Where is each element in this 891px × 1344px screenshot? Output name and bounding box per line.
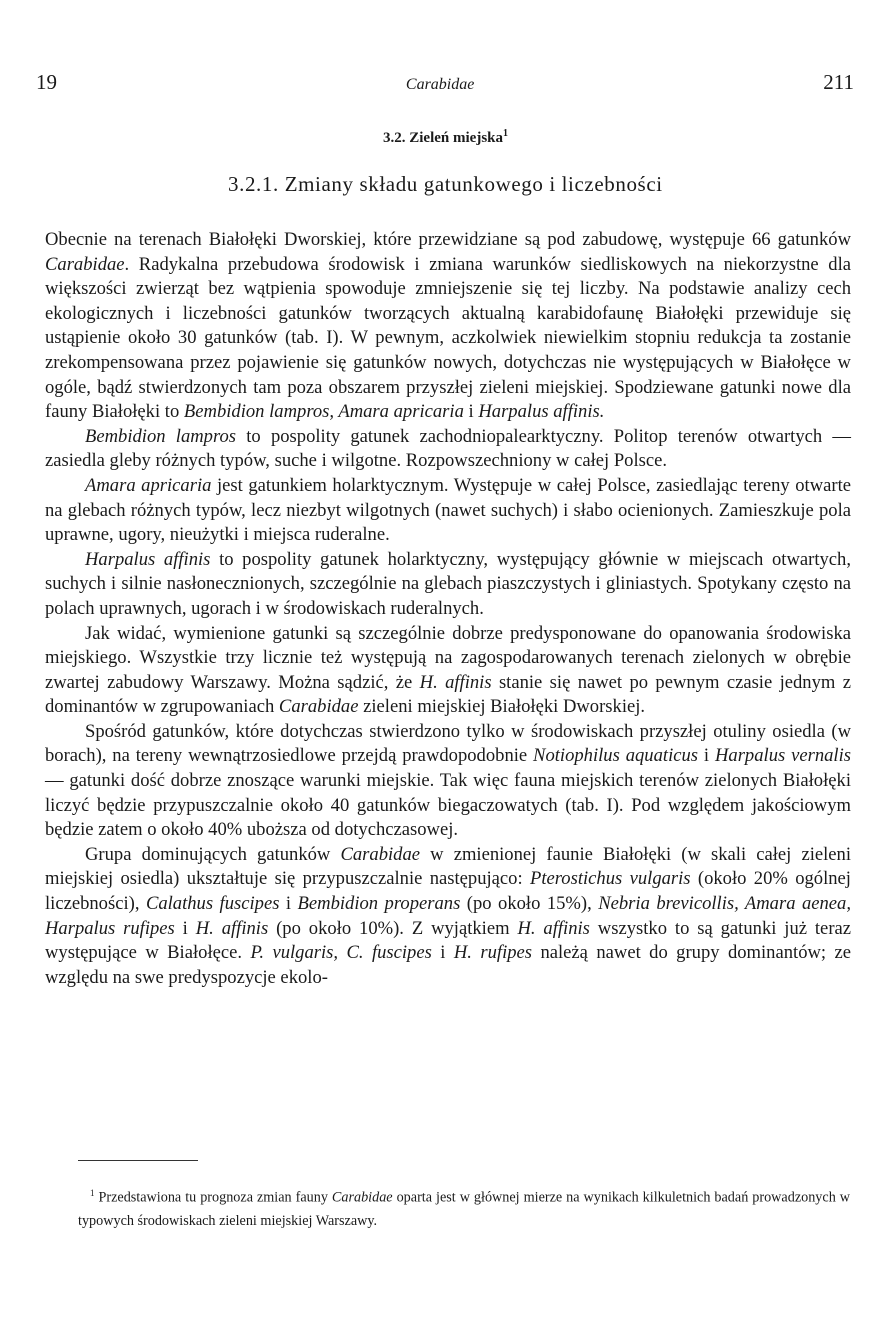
section-heading: [0, 128, 891, 147]
italic-text: Calathus fuscipes: [145, 893, 280, 915]
footnote: [78, 1182, 850, 1233]
text-run: i: [698, 745, 715, 767]
paragraph: [45, 622, 851, 720]
italic-text: Notiophilus aquaticus: [533, 745, 699, 767]
text-run: Spośród gatunków, które dotychczas stwierdzono tylko w środowiskach przyszłej otuliny osiedla (w borach), na tereny wewnątrzosiedlowe przejdą prawdopodobnie: [45, 720, 851, 767]
text-run: (około 20% ogólnej liczebności),: [45, 868, 851, 915]
text-run: (po około 10%). Z wyjątkiem: [268, 917, 518, 939]
paragraph: [45, 425, 851, 474]
text-run: oparta jest w głównej mierze na wynikach kilkuletnich badań prowadzonych w typowych środowiskach zieleni miejskiej Warszawy.: [78, 1189, 851, 1229]
italic-text: H. rufipes: [453, 942, 533, 964]
italic-text: H. affinis: [517, 917, 590, 939]
footnote-text: [78, 1190, 850, 1229]
italic-text: Carabidae: [340, 843, 421, 865]
text-run: wszystko to są gatunki już teraz występujące w Białołęce.: [45, 917, 852, 964]
italic-text: P. vulgaris, C. fuscipes: [250, 942, 432, 964]
text-run: . Radykalna przebudowa środowisk i zmiana warunków siedliskowych na niekorzystne dla większości zwierząt bez wątpienia spowoduje zmniejszenie się tej liczby. Na podstawie analizy cech ekologicznych i liczebności gatunków tworzących aktualną karabidofaunę Białołęki przewiduje się ustąpienie około 30 gatunków (tab. I). W pewnym, aczkolwiek niewielkim stopniu redukcja ta zostanie zrekompensowana przez pojawienie się gatunków nowych, dotychczas nie występujących w Białołęce w ogóle, bądź stwierdzonych tam poza obszarem przyszłej zieleni miejskiej. Spodziewane gatunki nowe dla fauny Białołęki to: [45, 253, 851, 423]
footnote-divider: [78, 1160, 198, 1161]
paragraph: [45, 228, 851, 425]
text-run: w zmienionej faunie Białołęki (w skali całej zieleni miejskiej osiedla) ukształtuje się przypuszczalnie następująco:: [45, 843, 851, 890]
text-run: to pospolity gatunek holarktyczny, występujący głównie w miejscach otwartych, suchych i silnie nasłonecznionych, szczególnie na glebach piaszczystych i gliniastych. Spotykany często na polach uprawnych, ugorach i w środowiskach ruderalnych.: [45, 548, 851, 619]
paragraph: [45, 474, 851, 548]
text-run: — gatunki dość dobrze znoszące warunki miejskie. Tak więc fauna miejskich terenów zielonych Białołęki liczyć będzie przypuszczalnie około 40 gatunków biegaczowatych (tab. I). Pod względem jakościowym będzie zatem o około 40% uboższa od dotychczasowej.: [45, 770, 851, 841]
italic-text: Pterostichus vulgaris: [529, 868, 691, 890]
italic-text: Harpalus vernalis: [714, 745, 852, 767]
italic-text: Bembidion lampros: [85, 425, 237, 447]
italic-text: Carabidae: [331, 1189, 393, 1206]
italic-text: Carabidae: [45, 253, 125, 275]
italic-text: Bembidion lampros, Amara apricaria: [183, 401, 464, 423]
text-run: i: [431, 942, 454, 964]
subsection-heading: 3.2.1. Zmiany składu gatunkowego i liczebności: [228, 172, 663, 196]
paragraph: [45, 843, 851, 991]
text-run: Jak widać, wymienione gatunki są szczególnie dobrze predysponowane do opanowania środowiska miejskiego. Wszystkie trzy licznie też występują na zagospodarowanych terenach zielonych w obrębie zwartej zabudowy Warszawy. Można sądzić, że: [45, 622, 851, 693]
text-run: Grupa dominujących gatunków: [85, 843, 341, 865]
italic-text: Carabidae: [278, 696, 359, 718]
italic-text: Amara apricaria: [85, 474, 212, 496]
italic-text: H. affinis: [419, 671, 492, 693]
text-run: i: [279, 893, 298, 915]
text-run: to pospolity gatunek zachodniopalearktyczny. Politop terenów otwartych — zasiedla gleby różnych typów, suche i wilgotne. Rozpowszechniony w całej Polsce.: [45, 425, 851, 472]
italic-text: Bembidion properans: [297, 893, 461, 915]
paragraph: [45, 548, 851, 622]
text-run: jest gatunkiem holarktycznym. Występuje w całej Polsce, zasiedlając tereny otwarte na glebach różnych typów, lecz niezbyt wilgotnych (nawet suchych) i słabo ocienionych. Zamieszkuje pola uprawne, ugory, nieużytki i miejsca ruderalne.: [45, 474, 851, 546]
text-run: (po około 15%),: [460, 893, 599, 915]
text-run: Przedstawiona tu prognoza zmian fauny: [98, 1189, 332, 1206]
text-run: i: [174, 917, 196, 939]
italic-text: Harpalus affinis: [85, 548, 211, 570]
page-number: 211: [823, 70, 854, 94]
italic-text: Harpalus affinis.: [478, 401, 605, 423]
footnote-reference: 1: [503, 128, 508, 139]
footnote-mark: 1: [90, 1188, 95, 1198]
text-run: zieleni miejskiej Białołęki Dworskiej.: [358, 696, 646, 718]
running-title: Carabidae: [405, 76, 475, 93]
italic-text: Nebria brevicollis, Amara aenea, Harpalus rufipes: [45, 893, 852, 939]
text-run: Obecnie na terenach Białołęki Dworskiej, które przewidziane są pod zabudowę, występuje 66 gatunków: [45, 229, 851, 250]
body-text: [45, 228, 851, 990]
italic-text: H. affinis: [195, 917, 269, 939]
signature-number: 19: [36, 70, 57, 94]
section-heading-text: 3.2. Zieleń miejska: [383, 130, 503, 146]
text-run: należą nawet do grupy dominantów; ze względu na swe predyspozycje ekolo-: [45, 942, 852, 988]
running-head: [36, 70, 854, 95]
text-run: i: [463, 401, 479, 423]
text-run: stanie się nawet po pewnym czasie jednym z dominantów w zgrupowaniach: [45, 671, 851, 718]
paragraph: [45, 720, 851, 843]
